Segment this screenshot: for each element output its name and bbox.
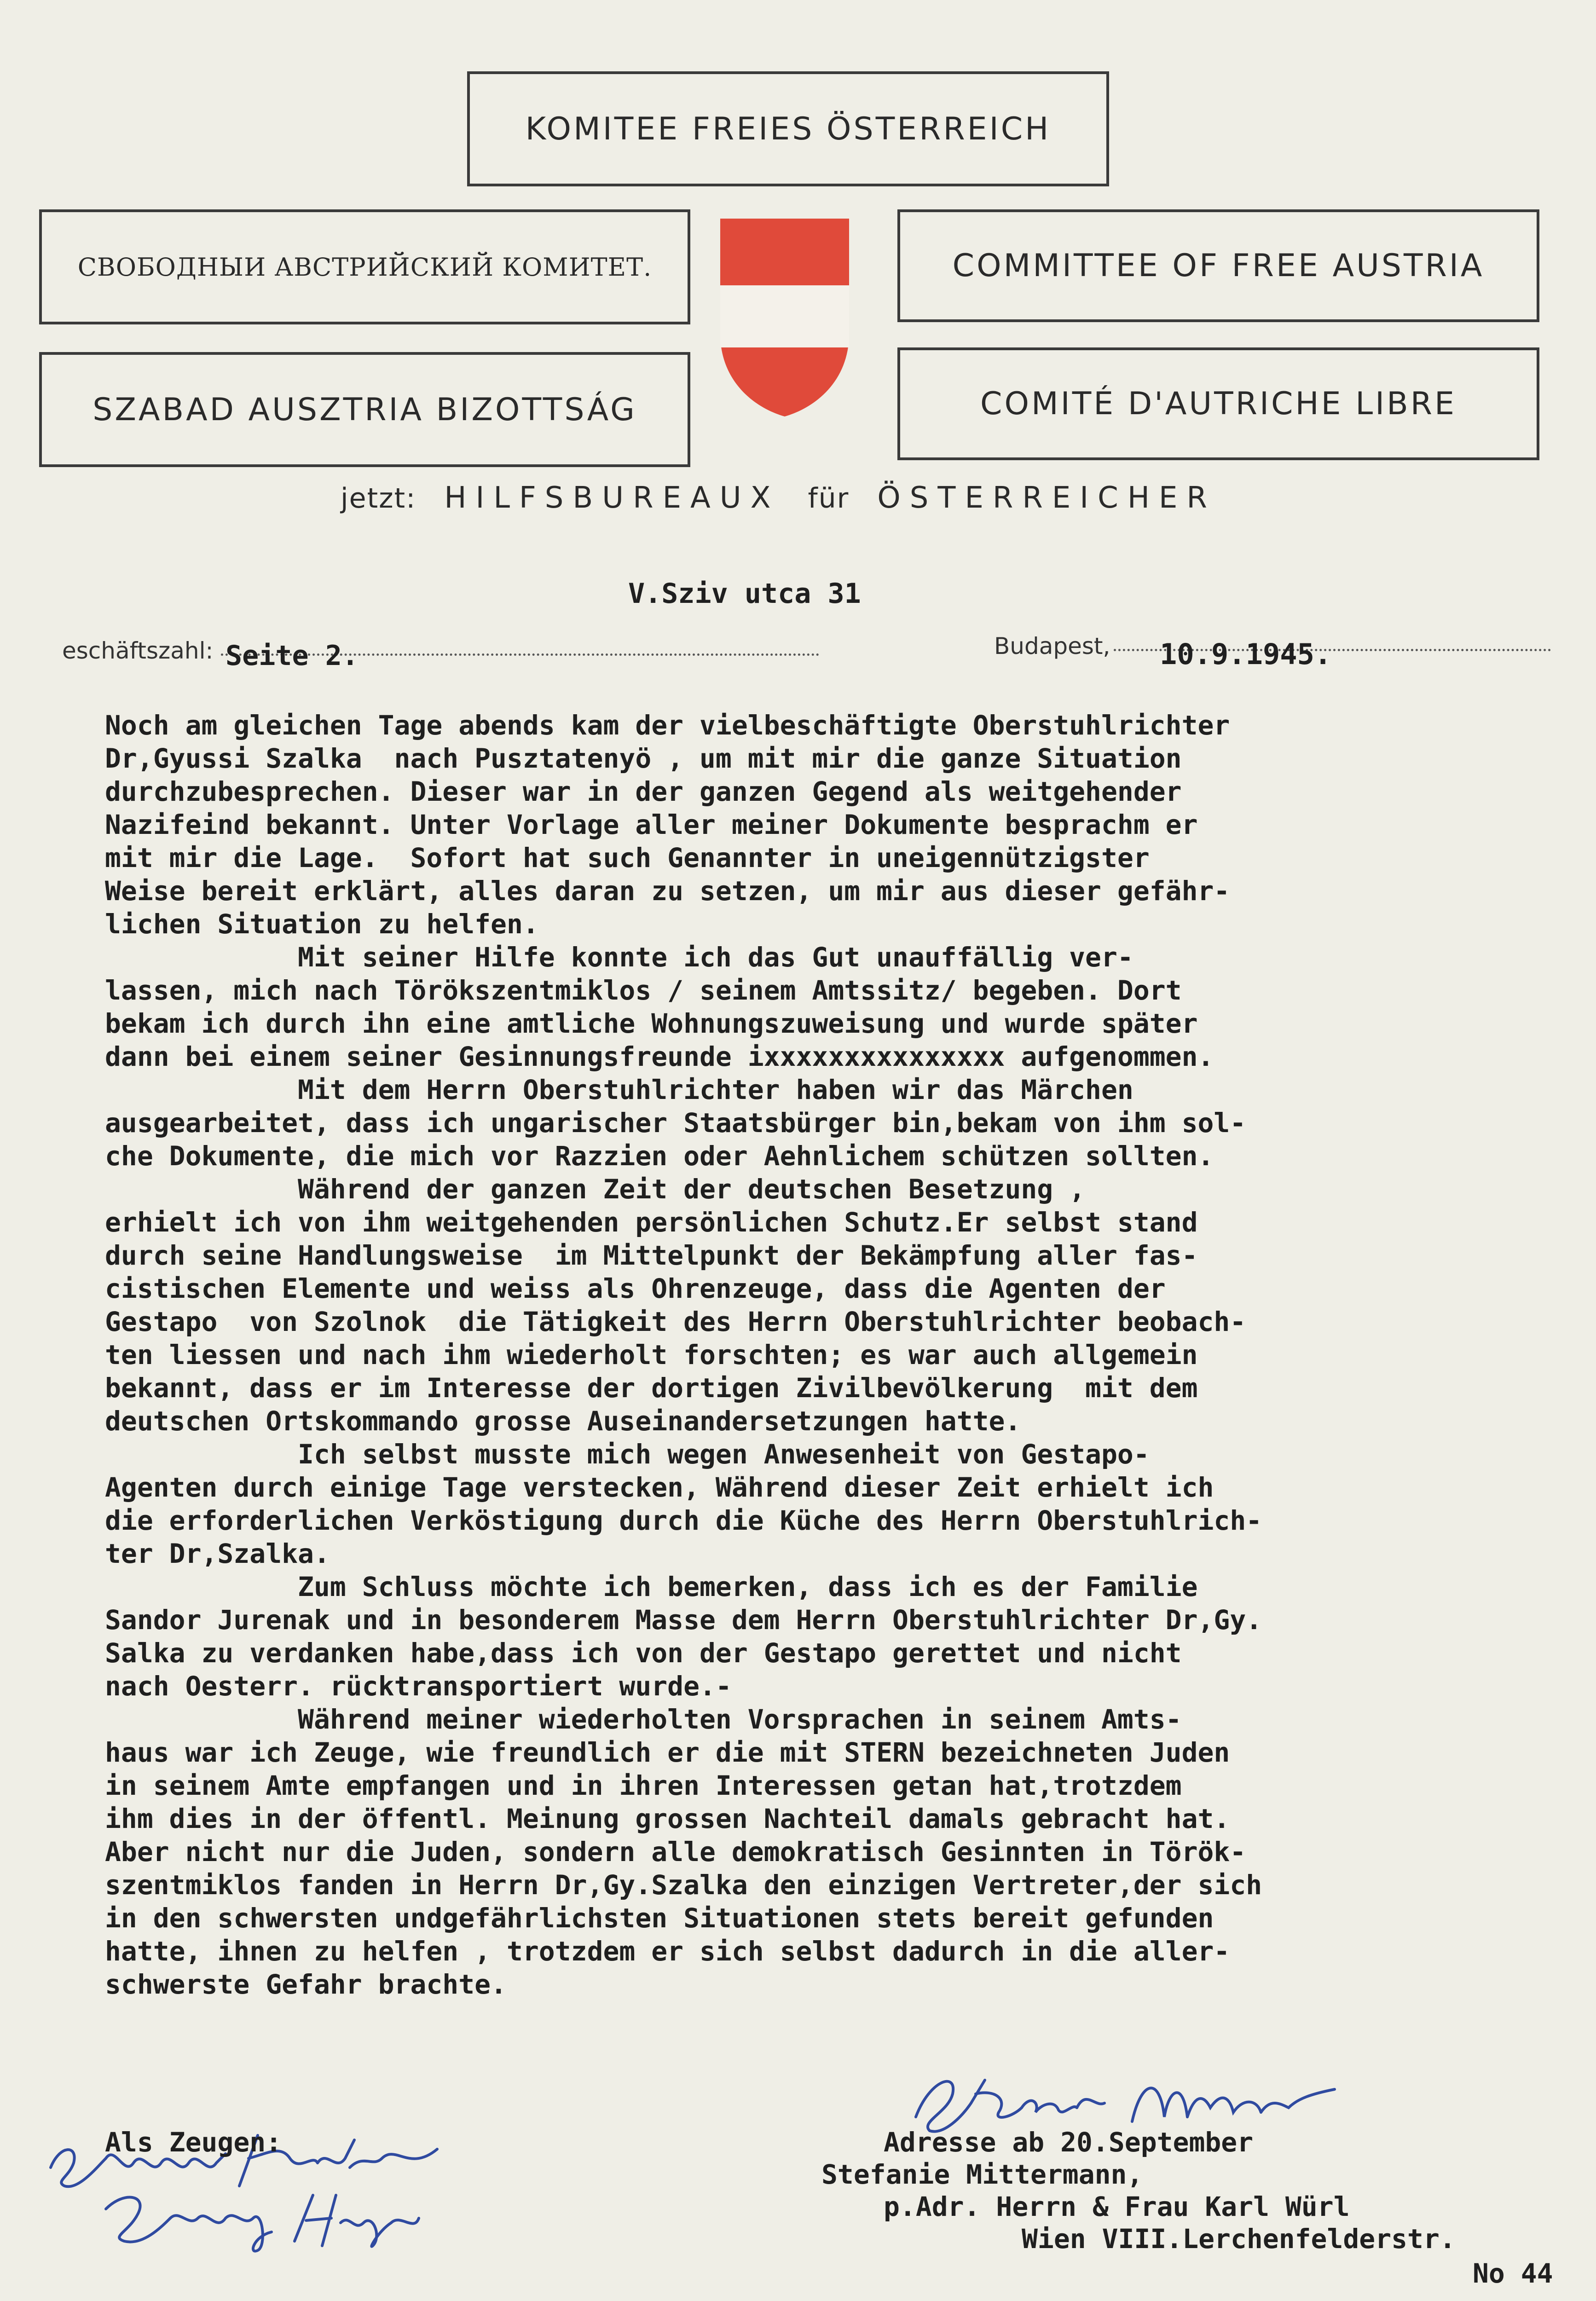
body-line: ten liessen und nach ihm wiederholt forschten; es war auch allgemein [105,1339,1198,1370]
body-line: ter Dr,Szalka. [105,1538,330,1569]
hilfsbureaux-line [341,481,1216,515]
body-line: cistischen Elemente und weiss als Ohrenzeuge, dass die Agenten der [105,1273,1166,1304]
address-line-5: No 44 [1473,2258,1553,2289]
body-line: Während meiner wiederholten Vorsprachen in seinem Amts- [105,1704,1182,1735]
body-line: die erforderlichen Verköstigung durch die Küche des Herrn Oberstuhlrich- [105,1505,1262,1536]
header-french-title: COMITÉ D'AUTRICHE LIBRE [980,386,1457,422]
address-line-1: Adresse ab 20.September [884,2127,1254,2158]
body-line: Salka zu verdanken habe,dass ich von der Gestapo gerettet und nicht [105,1637,1182,1669]
body-line: schwerste Gefahr brachte. [105,1969,507,2000]
header-box-english [897,209,1539,322]
body-line: che Dokumente, die mich vor Razzien oder Aehnlichem schützen sollten. [105,1140,1214,1172]
witness-label: Als Zeugen: [105,2127,282,2158]
body-line: Nazifeind bekannt. Unter Vorlage aller meiner Dokumente besprachm er [105,809,1198,840]
body-line: ausgearbeitet, dass ich ungarischer Staatsbürger bin,bekam von ihm sol- [105,1107,1246,1139]
body-line: Agenten durch einige Tage verstecken, Während dieser Zeit erhielt ich [105,1472,1214,1503]
body-line: Während der ganzen Zeit der deutschen Besetzung , [105,1174,1086,1205]
body-line: mit mir die Lage. Sofort hat such Genannter in uneigennützigster [105,842,1150,873]
address-line-2: Stefanie Mittermann, [821,2159,1143,2190]
body-line: Noch am gleichen Tage abends kam der vielbeschäftigte Oberstuhlrichter [105,710,1230,741]
address-line-4: Wien VIII.Lerchenfelderstr. [1022,2223,1456,2255]
office-address: V.Sziv utca 31 [628,578,861,610]
body-line: Mit dem Herrn Oberstuhlrichter haben wir das Märchen [105,1074,1133,1105]
address-line-3: p.Adr. Herrn & Frau Karl Würl [884,2191,1350,2222]
oesterreicher-word: ÖSTERREICHER [877,481,1216,515]
header-russian-title: СВОБОДНЫИ АВСТРИЙСКИЙ КОМИТЕТ. [77,252,652,282]
austrian-shield-icon [716,214,854,421]
geschaeftszahl-label: eschäftszahl: [62,637,214,664]
body-line: durch seine Handlungsweise im Mittelpunkt der Bekämpfung aller fas- [105,1240,1198,1271]
body-line: Weise bereit erklärt, alles daran zu setzen, um mir aus dieser gefähr- [105,875,1230,907]
body-line: Zum Schluss möchte ich bemerken, dass ich es der Familie [105,1571,1198,1602]
body-line: in seinem Amte empfangen und in ihren Interessen getan hat,trotzdem [105,1770,1182,1801]
header-english-title: COMMITTEE OF FREE AUSTRIA [952,248,1485,284]
body-line: szentmiklos fanden in Herrn Dr,Gy.Szalka den einzigen Vertreter,der sich [105,1869,1262,1901]
body-line: ihm dies in der öffentl. Meinung grossen Nachteil damals gebracht hat. [105,1803,1230,1834]
header-box-french [897,347,1539,460]
body-line: Sandor Jurenak und in besonderem Masse dem Herrn Oberstuhlrichter Dr,Gy. [105,1604,1262,1636]
letter-date: 10.9.1945. [1160,637,1332,671]
place-label: Budapest, [994,633,1110,659]
body-line: in den schwersten undgefährlichsten Situationen stets bereit gefunden [105,1902,1214,1934]
header-german-title: KOMITEE FREIES ÖSTERREICH [525,110,1051,147]
header-box-hungarian [39,352,690,467]
witness-signature-2 [97,2181,428,2260]
body-line: lassen, mich nach Törökszentmiklos / seinem Amtssitz/ begeben. Dort [105,975,1182,1006]
body-line: deutschen Ortskommando grosse Auseinandersetzungen hatte. [105,1405,1021,1437]
jetzt-prefix: jetzt: [341,482,416,515]
body-line: Ich selbst musste mich wegen Anwesenheit von Gestapo- [105,1439,1150,1470]
body-line: erhielt ich von ihm weitgehenden persönlichen Schutz.Er selbst stand [105,1207,1198,1238]
body-line: Dr,Gyussi Szalka nach Pusztatenyö , um mit mir die ganze Situation [105,743,1182,774]
body-line: haus war ich Zeuge, wie freundlich er die mit STERN bezeichneten Juden [105,1737,1230,1768]
body-line: bekam ich durch ihn eine amtliche Wohnungszuweisung und wurde später [105,1008,1198,1039]
body-line: Gestapo von Szolnok die Tätigkeit des Herrn Oberstuhlrichter beobach- [105,1306,1246,1337]
body-line: dann bei einem seiner Gesinnungsfreunde ixxxxxxxxxxxxxxx aufgenommen. [105,1041,1214,1072]
page-number: Seite 2. [226,640,359,672]
header-box-german [467,71,1109,186]
body-line: Mit seiner Hilfe konnte ich das Gut unauffällig ver- [105,942,1133,973]
hilfsbureaux-word: HILFSBUREAUX [444,481,780,515]
body-line: nach Oesterr. rücktransportiert wurde.- [105,1671,732,1702]
body-line: Aber nicht nur die Juden, sondern alle demokratisch Gesinnten in Török- [105,1836,1246,1867]
fuer-word: für [808,482,850,515]
header-box-russian [39,209,690,324]
header-hungarian-title: SZABAD AUSZTRIA BIZOTTSÁG [93,391,637,428]
body-line: hatte, ihnen zu helfen , trotzdem er sich selbst dadurch in die aller- [105,1936,1230,1967]
body-line: bekannt, dass er im Interesse der dortigen Zivilbevölkerung mit dem [105,1372,1198,1404]
body-line: durchzubesprechen. Dieser war in der ganzen Gegend als weitgehender [105,776,1182,807]
letter-body [105,709,1550,2001]
body-line: lichen Situation zu helfen. [105,908,539,940]
